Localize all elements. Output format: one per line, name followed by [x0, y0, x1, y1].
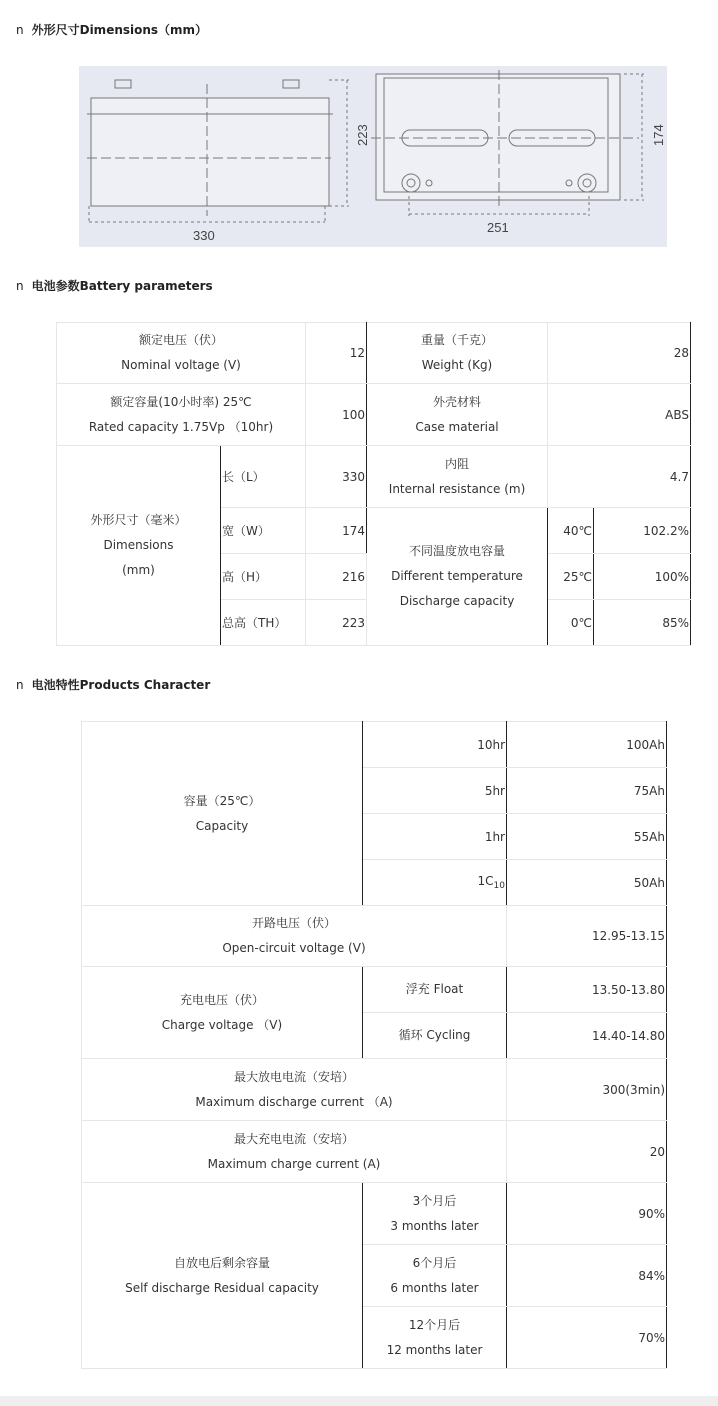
- self-discharge-value: 70%: [507, 1307, 667, 1369]
- temp-40-value: 102.2%: [594, 508, 691, 554]
- bullet-marker: n: [16, 23, 24, 37]
- self-discharge-period: 3个月后 3 months later: [363, 1183, 507, 1245]
- internal-resistance-label: 内阻 Internal resistance (m): [367, 446, 548, 508]
- products-character-table: [81, 721, 667, 1369]
- dimension-drawing: [79, 66, 667, 247]
- table-row: [82, 1059, 667, 1121]
- capacity-rate: 5hr: [363, 768, 507, 814]
- table-row: [82, 967, 667, 1013]
- open-circuit-voltage-value: 12.95-13.15: [507, 906, 667, 967]
- max-discharge-current-label: 最大放电电流（安培） Maximum discharge current （A): [82, 1059, 507, 1121]
- nominal-voltage-value: 12: [306, 323, 367, 384]
- section-title-battery-parameters: [16, 277, 213, 294]
- charge-voltage-label: 充电电压（伏） Charge voltage （V): [82, 967, 363, 1059]
- width-label: 宽（W）: [221, 508, 306, 554]
- temp-25-value: 100%: [594, 554, 691, 600]
- self-discharge-period: 12个月后 12 months later: [363, 1307, 507, 1369]
- section-title-products-character: [16, 676, 210, 693]
- battery-drawing-svg: [79, 66, 667, 247]
- dimensions-label: 外形尺寸（毫米） Dimensions (mm): [57, 446, 221, 646]
- table-row: [57, 323, 691, 384]
- section-title-text: 电池参数Battery parameters: [31, 279, 213, 293]
- case-material-value: ABS: [548, 384, 691, 446]
- self-discharge-value: 84%: [507, 1245, 667, 1307]
- float-label: 浮充 Float: [363, 967, 507, 1013]
- battery-parameters-table: [56, 322, 691, 646]
- table-row: [82, 1183, 667, 1245]
- cycling-value: 14.40-14.80: [507, 1013, 667, 1059]
- capacity-label: 容量（25℃） Capacity: [82, 722, 363, 906]
- capacity-value: 75Ah: [507, 768, 667, 814]
- rated-capacity-value: 100: [306, 384, 367, 446]
- discharge-temperature-label: 不同温度放电容量 Different temperature Discharge capacity: [367, 508, 548, 646]
- nominal-voltage-label: 额定电压（伏） Nominal voltage (V): [57, 323, 306, 384]
- self-discharge-period: 6个月后 6 months later: [363, 1245, 507, 1307]
- height-label: 高（H）: [221, 554, 306, 600]
- case-material-label: 外壳材料 Case material: [367, 384, 548, 446]
- page-footer-bar: [0, 1396, 718, 1406]
- width-dimension-label: 330: [193, 228, 215, 243]
- total-height-label: 总高（TH）: [221, 600, 306, 646]
- terminal-spacing-label: 251: [487, 220, 509, 235]
- capacity-rate: 1hr: [363, 814, 507, 860]
- table-row: [57, 446, 691, 508]
- section-title-text: 外形尺寸Dimensions（mm）: [31, 23, 208, 37]
- height-value: 216: [306, 554, 367, 600]
- depth-dimension-label: 174: [651, 124, 666, 146]
- internal-resistance-value: 4.7: [548, 446, 691, 508]
- max-charge-current-value: 20: [507, 1121, 667, 1183]
- capacity-value: 50Ah: [507, 860, 667, 906]
- table-row: [57, 384, 691, 446]
- total-height-value: 223: [306, 600, 367, 646]
- weight-value: 28: [548, 323, 691, 384]
- temp-25-label: 25℃: [548, 554, 594, 600]
- bullet-marker: n: [16, 279, 24, 293]
- temp-0-value: 85%: [594, 600, 691, 646]
- length-label: 长（L）: [221, 446, 306, 508]
- capacity-rate: $1C_{10}$: [363, 860, 507, 906]
- cycling-label: 循环 Cycling: [363, 1013, 507, 1059]
- capacity-value: 100Ah: [507, 722, 667, 768]
- temp-40-label: 40℃: [548, 508, 594, 554]
- max-charge-current-label: 最大充电电流（安培） Maximum charge current (A): [82, 1121, 507, 1183]
- self-discharge-value: 90%: [507, 1183, 667, 1245]
- table-row: [82, 1121, 667, 1183]
- weight-label: 重量（千克） Weight (Kg): [367, 323, 548, 384]
- height-dimension-label: 223: [355, 124, 370, 146]
- table-row: [82, 722, 667, 768]
- open-circuit-voltage-label: 开路电压（伏） Open-circuit voltage (V): [82, 906, 507, 967]
- max-discharge-current-value: 300(3min): [507, 1059, 667, 1121]
- section-title-text: 电池特性Products Character: [31, 678, 211, 692]
- table-row: [82, 906, 667, 967]
- capacity-rate: 10hr: [363, 722, 507, 768]
- length-value: 330: [306, 446, 367, 508]
- width-value: 174: [306, 508, 367, 554]
- temp-0-label: 0℃: [548, 600, 594, 646]
- rated-capacity-label: 额定容量(10小时率) 25℃ Rated capacity 1.75Vp （10hr): [57, 384, 306, 446]
- bullet-marker: n: [16, 678, 24, 692]
- self-discharge-label: 自放电后剩余容量 Self discharge Residual capacity: [82, 1183, 363, 1369]
- float-value: 13.50-13.80: [507, 967, 667, 1013]
- section-title-dimensions: [16, 21, 207, 38]
- capacity-value: 55Ah: [507, 814, 667, 860]
